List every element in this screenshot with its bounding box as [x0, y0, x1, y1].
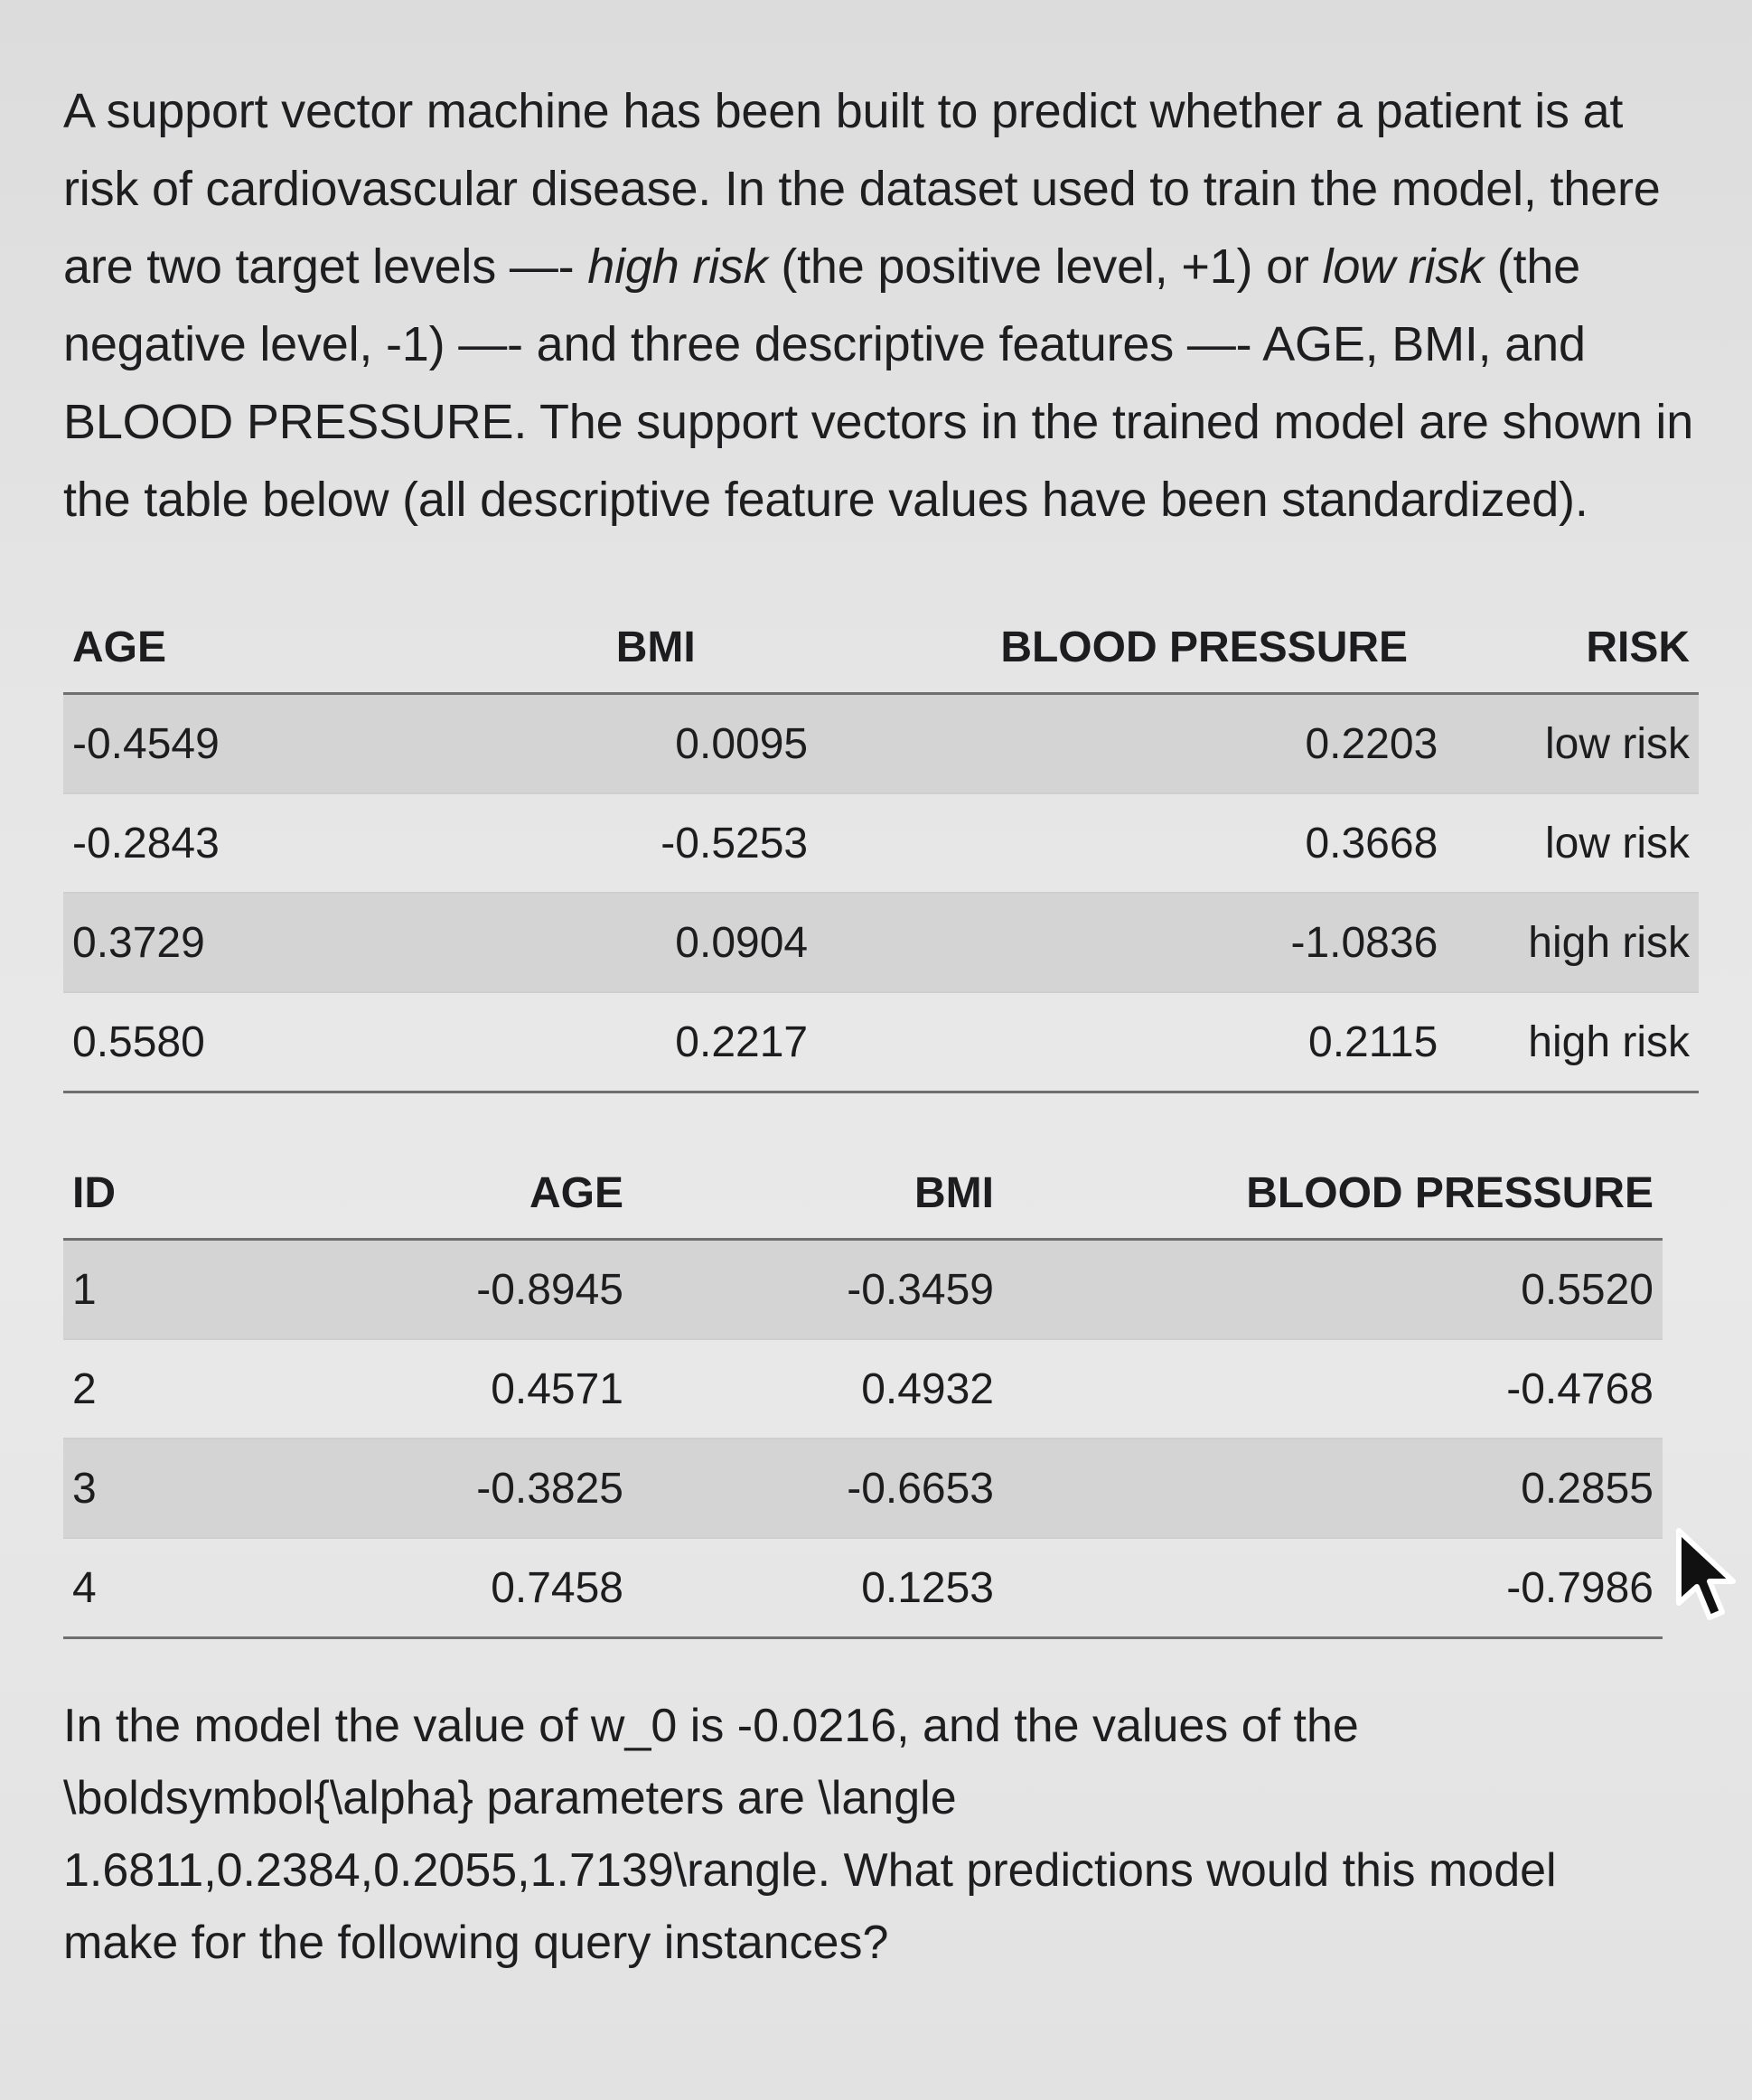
table-row: [63, 1538, 1663, 1638]
column-header-age: AGE: [253, 1148, 660, 1240]
cell-blood-pressure: 0.5520: [1030, 1240, 1663, 1340]
column-header-blood-pressure: BLOOD PRESSURE: [889, 602, 1519, 694]
cell-bmi: 0.4932: [660, 1339, 1030, 1439]
cell-blood-pressure: 0.2115: [889, 992, 1519, 1092]
cell-id: 3: [63, 1439, 253, 1538]
table-row: [63, 1339, 1663, 1439]
cell-age: 0.3729: [63, 893, 422, 992]
mouse-pointer-icon: [1673, 1527, 1737, 1627]
intro-text-3: (the negative level, -1) —- and three descriptive features —- AGE, BMI, and BLOOD PRESSURE. The support vectors in the trained model are shown in the table below (all descriptive feature values have been standardized).: [63, 239, 1694, 527]
table-row: [63, 893, 1699, 992]
cell-age: -0.2843: [63, 793, 422, 893]
cell-id: 4: [63, 1538, 253, 1638]
intro-text-2: (the positive level, +1) or: [767, 239, 1323, 294]
table-header-row: [63, 602, 1699, 694]
table-row: [63, 992, 1699, 1092]
cell-id: 2: [63, 1339, 253, 1439]
cell-age: 0.5580: [63, 992, 422, 1092]
table-row: [63, 694, 1699, 794]
column-header-risk: RISK: [1519, 602, 1699, 694]
outro-paragraph: In the model the value of w_0 is -0.0216, and the values of the \boldsymbol{\alpha} parameters are \langle 1.6811,0.2384,0.2055,1.7139\rangle. What predictions would this model make for the following query instances?: [63, 1700, 1557, 1969]
column-header-bmi: BMI: [422, 602, 889, 694]
intro-high-risk: high risk: [587, 239, 768, 294]
cell-age: 0.7458: [253, 1538, 660, 1638]
table-row: [63, 1240, 1663, 1340]
cell-bmi: -0.5253: [422, 793, 889, 893]
cell-bmi: 0.1253: [660, 1538, 1030, 1638]
question-page: [63, 54, 1708, 2026]
column-header-bmi: BMI: [660, 1148, 1030, 1240]
intro-paragraph: [63, 72, 1708, 539]
table-header-row: [63, 1148, 1663, 1240]
cell-blood-pressure: 0.2203: [889, 694, 1519, 794]
cell-blood-pressure: 0.2855: [1030, 1439, 1663, 1538]
cell-age: -0.4549: [63, 694, 422, 794]
column-header-id: ID: [63, 1148, 253, 1240]
query-instances-table: [63, 1148, 1663, 1639]
cell-age: -0.3825: [253, 1439, 660, 1538]
cell-risk: high risk: [1519, 992, 1699, 1092]
cell-bmi: 0.2217: [422, 992, 889, 1092]
intro-text-1: A support vector machine has been built to predict whether a patient is at risk of cardiovascular disease. In the dataset used to train the model, there are two target levels —-: [63, 84, 1661, 294]
intro-low-risk: low risk: [1322, 239, 1484, 294]
cell-bmi: 0.0095: [422, 694, 889, 794]
cell-age: -0.8945: [253, 1240, 660, 1340]
cell-bmi: 0.0904: [422, 893, 889, 992]
column-header-blood-pressure: BLOOD PRESSURE: [1030, 1148, 1663, 1240]
cell-blood-pressure: 0.3668: [889, 793, 1519, 893]
cell-risk: high risk: [1519, 893, 1699, 992]
cell-age: 0.4571: [253, 1339, 660, 1439]
cell-blood-pressure: -1.0836: [889, 893, 1519, 992]
table-row: [63, 793, 1699, 893]
cell-risk: low risk: [1519, 793, 1699, 893]
support-vectors-table: [63, 602, 1699, 1093]
cell-id: 1: [63, 1240, 253, 1340]
cell-risk: low risk: [1519, 694, 1699, 794]
cell-blood-pressure: -0.7986: [1030, 1538, 1663, 1638]
cell-bmi: -0.6653: [660, 1439, 1030, 1538]
table-row: [63, 1439, 1663, 1538]
cell-blood-pressure: -0.4768: [1030, 1339, 1663, 1439]
cell-bmi: -0.3459: [660, 1240, 1030, 1340]
column-header-age: AGE: [63, 602, 422, 694]
